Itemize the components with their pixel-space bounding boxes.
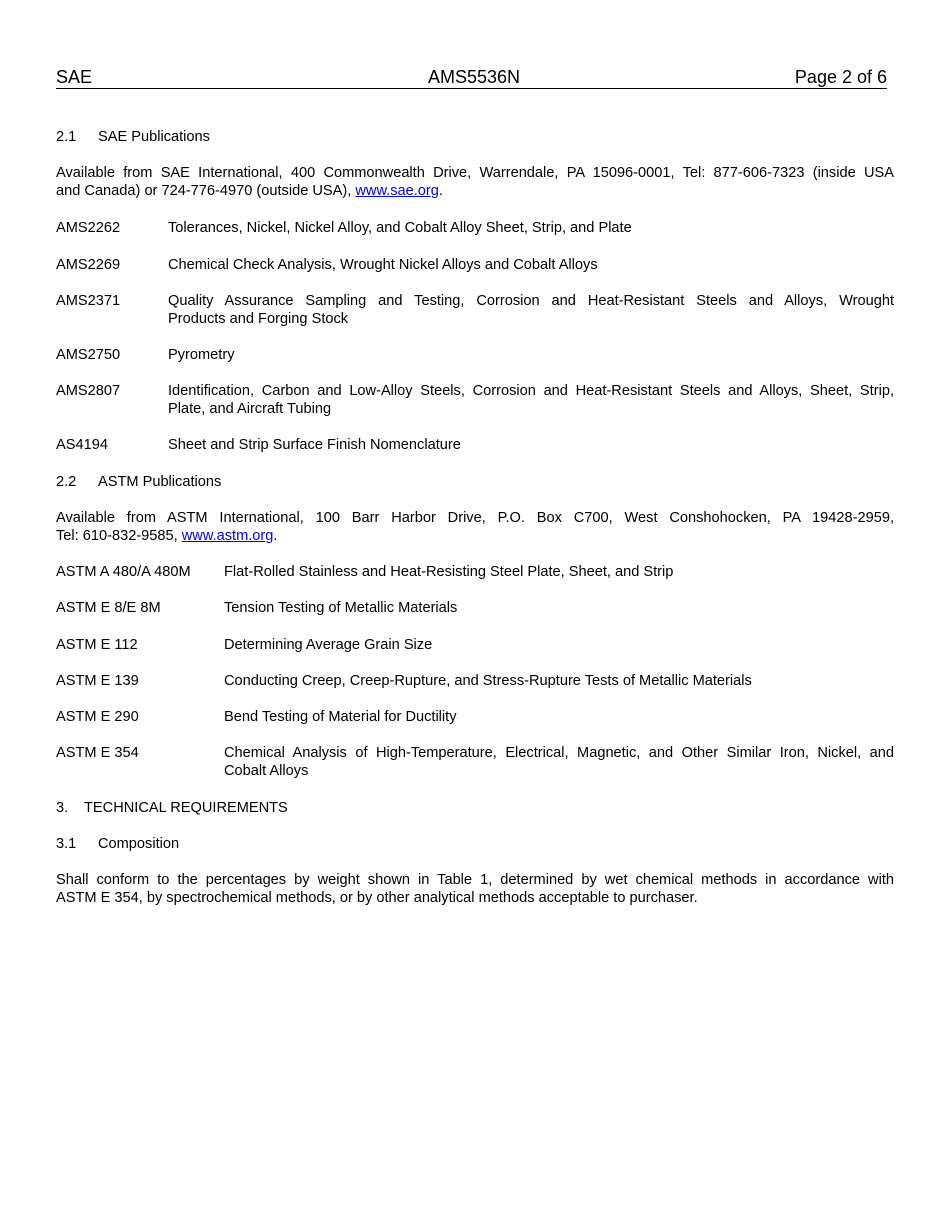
section-2-2-paragraph [56, 509, 894, 545]
reference-title: Pyrometry [168, 347, 235, 363]
section-3-1-paragraph [56, 871, 894, 907]
paragraph-line: ASTM E 354, by spectrochemical methods, or by other analytical methods acceptable to purchaser. [56, 890, 698, 906]
reference-code: ASTM E 112 [56, 637, 138, 653]
reference-title: Tolerances, Nickel, Nickel Alloy, and Cobalt Alloy Sheet, Strip, and Plate [168, 220, 632, 236]
section-2-2-number: 2.2 [56, 474, 77, 490]
header-doc-number: AMS5536N [428, 67, 521, 87]
reference-code: AMS2807 [56, 383, 121, 399]
reference-title: Bend Testing of Material for Ductility [224, 709, 457, 725]
reference-code: AS4194 [56, 437, 108, 453]
section-3-title: TECHNICAL REQUIREMENTS [84, 800, 288, 816]
reference-title: Chemical Check Analysis, Wrought Nickel Alloys and Cobalt Alloys [168, 257, 598, 273]
section-3-1-number: 3.1 [56, 836, 77, 852]
reference-code: ASTM E 8/E 8M [56, 600, 161, 616]
reference-title: Determining Average Grain Size [224, 637, 433, 653]
paragraph-line: Available from ASTM International, 100 Barr Harbor Drive, P.O. Box C700, West Conshohocken, PA 19428-2959, [56, 510, 894, 526]
reference-code: AMS2269 [56, 257, 121, 273]
reference-code: AMS2371 [56, 293, 121, 309]
section-3-1-title: Composition [98, 836, 180, 852]
paragraph-line: Available from SAE International, 400 Commonwealth Drive, Warrendale, PA 15096-0001, Tel: 877-606-7323 (inside USA [56, 165, 894, 181]
paragraph-line: Tel: 610-832-9585, www.astm.org. [56, 528, 278, 544]
reference-code: ASTM A 480/A 480M [56, 564, 191, 580]
reference-title: Chemical Analysis of High-Temperature, Electrical, Magnetic, and Other Similar Iron, Nickel, and Cobalt Alloys [224, 745, 894, 779]
reference-code: AMS2750 [56, 347, 121, 363]
reference-title: Quality Assurance Sampling and Testing, Corrosion and Heat-Resistant Steels and Alloys, Wrought Products and Forging Stock [168, 293, 894, 327]
paragraph-line: and Canada) or 724-776-4970 (outside USA), www.sae.org. [56, 183, 443, 199]
page-header [56, 66, 887, 89]
reference-code: ASTM E 290 [56, 709, 139, 725]
reference-title: Flat-Rolled Stainless and Heat-Resisting Steel Plate, Sheet, and Strip [224, 564, 674, 580]
section-2-1-title: SAE Publications [98, 129, 210, 145]
astm-website-link[interactable]: www.astm.org [181, 528, 274, 544]
reference-code: AMS2262 [56, 220, 121, 236]
reference-title: Sheet and Strip Surface Finish Nomenclature [168, 437, 461, 453]
reference-title: Tension Testing of Metallic Materials [224, 600, 458, 616]
reference-code: ASTM E 354 [56, 745, 139, 761]
header-org: SAE [56, 67, 93, 87]
reference-title: Identification, Carbon and Low-Alloy Steels, Corrosion and Heat-Resistant Steels and Alloys, Sheet, Strip, Plate, and Aircraft Tubing [168, 383, 894, 417]
header-page-number: Page 2 of 6 [794, 67, 887, 87]
section-2-1-number: 2.1 [56, 129, 77, 145]
section-2-1-paragraph [56, 164, 894, 200]
section-3-number: 3. [56, 800, 69, 816]
section-2-2-title: ASTM Publications [98, 474, 222, 490]
reference-title: Conducting Creep, Creep-Rupture, and Stress-Rupture Tests of Metallic Materials [224, 673, 752, 689]
reference-code: ASTM E 139 [56, 673, 139, 689]
sae-website-link[interactable]: www.sae.org [355, 183, 439, 199]
paragraph-line: Shall conform to the percentages by weight shown in Table 1, determined by wet chemical methods in accordance with [56, 872, 894, 888]
